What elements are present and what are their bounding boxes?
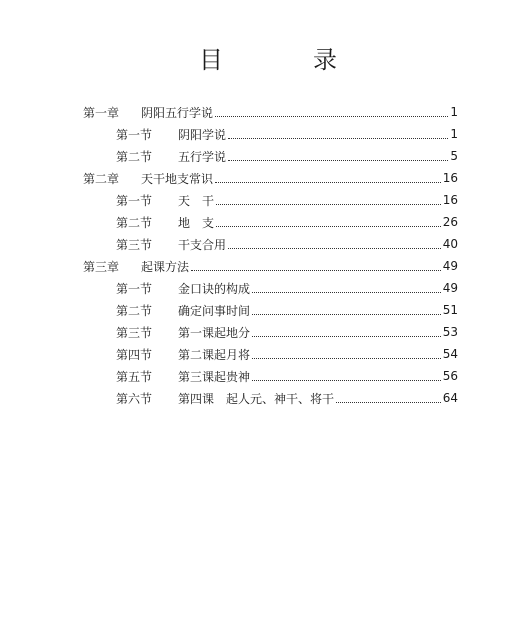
entry-number: 第二节 [116,303,153,318]
toc-entry[interactable] [116,233,458,255]
entry-page: 64 [442,391,458,405]
entry-page: 16 [442,193,458,207]
entry-page: 1 [450,127,458,141]
entry-page: 5 [450,149,458,163]
entry-number: 第二章 [83,171,120,186]
toc-entry[interactable] [116,189,458,211]
entry-label: 第三课起贵神 [178,369,251,384]
entry-label: 金口诀的构成 [178,281,251,296]
dot-leader [191,269,441,271]
entry-number: 第二节 [116,215,153,230]
dot-leader [252,313,441,315]
title-char-1: 目 [199,46,223,74]
toc-entry[interactable] [116,145,458,167]
entry-label: 干支合用 [178,237,227,252]
dot-leader [252,357,441,359]
entry-page: 1 [450,105,458,119]
entry-number: 第五节 [116,369,153,384]
dot-leader [216,225,441,227]
toc-entry[interactable] [116,321,458,343]
entry-label: 起课方法 [141,259,190,274]
entry-label: 地 支 [178,215,215,230]
entry-label: 阴阳五行学说 [141,105,214,120]
entry-page: 51 [442,303,458,317]
title-char-2: 录 [313,46,337,74]
toc-entry[interactable] [83,167,458,189]
entry-number: 第三节 [116,237,153,252]
page-title [0,44,510,76]
entry-page: 16 [442,171,458,185]
dot-leader [252,379,441,381]
dot-leader [228,247,441,249]
entry-label: 第二课起月将 [178,347,251,362]
toc-entry[interactable] [116,365,458,387]
dot-leader [252,335,441,337]
entry-page: 53 [442,325,458,339]
entry-number: 第一节 [116,281,153,296]
toc-entry[interactable] [116,123,458,145]
entry-number: 第四节 [116,347,153,362]
toc-entry[interactable] [116,387,458,409]
entry-number: 第一节 [116,193,153,208]
toc-entry[interactable] [116,343,458,365]
entry-label: 第一课起地分 [178,325,251,340]
dot-leader [228,159,448,161]
toc-entry[interactable] [116,299,458,321]
dot-leader [252,291,441,293]
entry-page: 49 [442,259,458,273]
dot-leader [215,115,448,117]
entry-number: 第六节 [116,391,153,406]
toc-entry[interactable] [116,211,458,233]
toc-entry[interactable] [83,101,458,123]
entry-label: 五行学说 [178,149,227,164]
entry-label: 天 干 [178,193,215,208]
entry-label: 阴阳学说 [178,127,227,142]
entry-number: 第一章 [83,105,120,120]
dot-leader [228,137,448,139]
entry-number: 第二节 [116,149,153,164]
entry-page: 40 [442,237,458,251]
toc-entry[interactable] [116,277,458,299]
dot-leader [216,203,441,205]
entry-number: 第三章 [83,259,120,274]
entry-page: 54 [442,347,458,361]
entry-page: 49 [442,281,458,295]
entry-label: 确定问事时间 [178,303,251,318]
dot-leader [336,401,441,403]
entry-page: 26 [442,215,458,229]
entry-number: 第三节 [116,325,153,340]
entry-number: 第一节 [116,127,153,142]
entry-label: 第四课 起人元、神干、将干 [178,391,335,406]
entry-label: 天干地支常识 [141,171,214,186]
toc-entry[interactable] [83,255,458,277]
dot-leader [215,181,441,183]
entry-page: 56 [442,369,458,383]
